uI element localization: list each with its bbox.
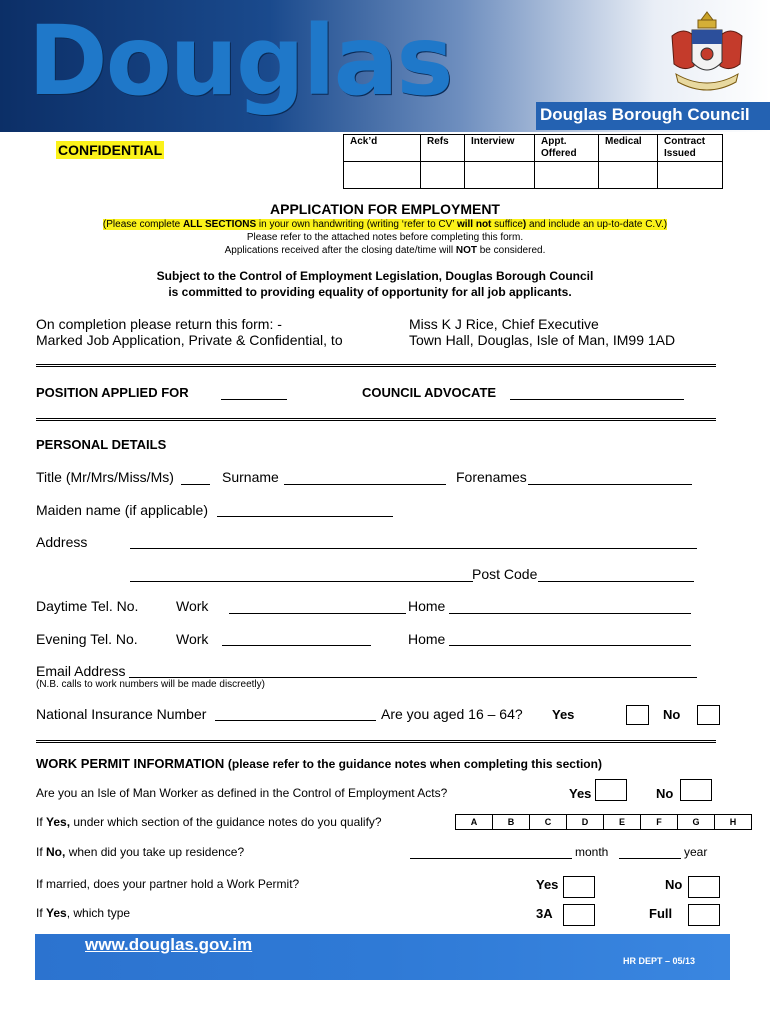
instructions-line-3 xyxy=(0,245,770,257)
age-yes-label: Yes xyxy=(552,707,575,722)
q5-text-b: Yes xyxy=(46,906,67,920)
instr3-text-b: NOT xyxy=(455,245,477,256)
office-col-interview: Interview xyxy=(465,135,535,162)
evening-work-field[interactable] xyxy=(222,645,371,646)
permit-full-checkbox[interactable] xyxy=(688,904,720,926)
iom-worker-yes-checkbox[interactable] xyxy=(595,779,627,801)
q2-text-c: under which section of the guidance notes do you qualify? xyxy=(70,815,382,829)
surname-label: Surname xyxy=(222,469,279,485)
office-cell-contract-issued[interactable] xyxy=(658,162,723,189)
office-cell-medical[interactable] xyxy=(599,162,658,189)
title-field[interactable] xyxy=(181,484,210,485)
iom-worker-yes-label: Yes xyxy=(569,786,592,801)
ni-number-field[interactable] xyxy=(215,720,376,721)
divider xyxy=(36,740,716,743)
partner-no-label: No xyxy=(665,877,683,892)
instr-text-e: suffice xyxy=(491,219,523,230)
age-no-label: No xyxy=(663,707,681,722)
q2-text-a: If xyxy=(36,815,47,829)
instr-text-g: and include an up-to-date C.V.) xyxy=(526,219,668,230)
residence-month-field[interactable] xyxy=(410,858,572,859)
email-note: (N.B. calls to work numbers will be made discreetly) xyxy=(36,679,265,690)
office-use-table xyxy=(343,134,723,189)
evening-work-label: Work xyxy=(176,631,209,647)
subject-line-2: is committed to providing equality of opportunity for all job applicants. xyxy=(168,285,572,299)
section-option-g[interactable]: G xyxy=(678,815,715,830)
instructions-line-1 xyxy=(0,219,770,231)
postcode-label: Post Code xyxy=(472,566,538,582)
daytime-home-label: Home xyxy=(408,598,446,614)
permit-full-label: Full xyxy=(649,906,673,921)
return-instruction-1: On completion please return this form: - xyxy=(36,316,282,332)
month-label: month xyxy=(575,845,609,859)
iom-worker-question: Are you an Isle of Man Worker as defined in the Control of Employment Acts? xyxy=(36,786,448,800)
section-option-e[interactable]: E xyxy=(604,815,641,830)
age-no-checkbox[interactable] xyxy=(697,705,720,725)
permit-3a-label: 3A xyxy=(536,906,553,921)
evening-home-label: Home xyxy=(408,631,446,647)
section-option-h[interactable]: H xyxy=(715,815,752,830)
iom-worker-no-checkbox[interactable] xyxy=(680,779,712,801)
personal-details-heading: PERSONAL DETAILS xyxy=(36,437,167,452)
address-field-line-2[interactable] xyxy=(130,581,473,582)
email-field[interactable] xyxy=(129,677,697,678)
borough-crest-icon xyxy=(664,6,750,98)
instr-text-a: (Please complete xyxy=(102,219,183,230)
title-label: Title (Mr/Mrs/Miss/Ms) xyxy=(36,469,174,485)
confidential-label: CONFIDENTIAL xyxy=(58,142,163,158)
divider xyxy=(36,418,716,421)
section-option-b[interactable]: B xyxy=(493,815,530,830)
q3-text-c: when did you take up residence? xyxy=(65,845,245,859)
position-applied-label: POSITION APPLIED FOR xyxy=(36,385,189,400)
section-option-a[interactable]: A xyxy=(456,815,493,830)
qualify-section-question xyxy=(36,815,382,829)
work-permit-heading-text: WORK PERMIT INFORMATION xyxy=(36,756,225,771)
section-option-c[interactable]: C xyxy=(530,815,567,830)
q5-text-a: If xyxy=(36,906,47,920)
postcode-field[interactable] xyxy=(538,581,694,582)
forenames-field[interactable] xyxy=(528,484,692,485)
address-field-line-1[interactable] xyxy=(130,548,697,549)
hr-dept-code: HR DEPT – 05/13 xyxy=(623,956,696,966)
qualify-section-options xyxy=(455,814,752,830)
office-col-appt-offered: Appt. Offered xyxy=(535,135,599,162)
q5-text-c: , which type xyxy=(66,906,131,920)
age-question: Are you aged 16 – 64? xyxy=(381,706,523,722)
evening-home-field[interactable] xyxy=(449,645,691,646)
office-col-medical: Medical xyxy=(599,135,658,162)
instr-text-d: will not xyxy=(456,219,492,230)
return-address-1: Miss K J Rice, Chief Executive xyxy=(409,316,599,332)
office-cell-refs[interactable] xyxy=(421,162,465,189)
subject-line-1: Subject to the Control of Employment Legislation, Douglas Borough Council xyxy=(156,269,594,283)
office-cell-appt-offered[interactable] xyxy=(535,162,599,189)
divider xyxy=(36,364,716,367)
evening-tel-label: Evening Tel. No. xyxy=(36,631,138,647)
section-option-d[interactable]: D xyxy=(567,815,604,830)
daytime-home-field[interactable] xyxy=(449,613,691,614)
forenames-label: Forenames xyxy=(456,469,527,485)
office-col-contract-issued: Contract Issued xyxy=(658,135,723,162)
permit-type-question xyxy=(36,906,130,920)
partner-no-checkbox[interactable] xyxy=(688,876,720,898)
surname-field[interactable] xyxy=(284,484,446,485)
instr-text-f: ) xyxy=(522,219,527,230)
q3-text-a: If xyxy=(36,845,47,859)
instr-text-c: in your own handwriting (writing ‘refer to CV’ xyxy=(256,219,457,230)
maiden-name-label: Maiden name (if applicable) xyxy=(36,502,208,518)
instructions-line-2: Please refer to the attached notes before completing this form. xyxy=(246,232,524,243)
office-cell-ackd[interactable] xyxy=(344,162,421,189)
brand-logo-word: Douglas xyxy=(28,5,452,117)
daytime-tel-label: Daytime Tel. No. xyxy=(36,598,139,614)
q2-text-b: Yes, xyxy=(46,815,71,829)
daytime-work-field[interactable] xyxy=(229,613,406,614)
office-col-ackd: Ack’d xyxy=(344,135,421,162)
email-label: Email Address xyxy=(36,663,126,679)
return-address-2: Town Hall, Douglas, Isle of Man, IM99 1AD xyxy=(409,332,676,348)
work-permit-heading-note: (please refer to the guidance notes when completing this section) xyxy=(227,757,602,771)
iom-worker-no-label: No xyxy=(656,786,674,801)
residence-question xyxy=(36,845,244,859)
permit-3a-checkbox[interactable] xyxy=(563,904,595,926)
year-label: year xyxy=(684,845,708,859)
instr3-text-a: Applications received after the closing date/time will xyxy=(224,245,456,256)
section-option-f[interactable]: F xyxy=(641,815,678,830)
partner-permit-question: If married, does your partner hold a Work Permit? xyxy=(36,877,300,891)
maiden-name-field[interactable] xyxy=(217,516,393,517)
office-cell-interview[interactable] xyxy=(465,162,535,189)
residence-year-field[interactable] xyxy=(619,858,681,859)
council-advocate-field[interactable] xyxy=(510,399,684,400)
instr3-text-c: be considered. xyxy=(476,245,546,256)
page-title: APPLICATION FOR EMPLOYMENT xyxy=(270,201,500,217)
office-col-refs: Refs xyxy=(421,135,465,162)
ni-number-label: National Insurance Number xyxy=(36,706,207,722)
position-applied-field[interactable] xyxy=(221,399,287,400)
return-instruction-2: Marked Job Application, Private & Confidential, to xyxy=(36,332,343,348)
address-label: Address xyxy=(36,534,88,550)
council-name: Douglas Borough Council xyxy=(540,105,750,124)
q3-text-b: No, xyxy=(46,845,66,859)
age-yes-checkbox[interactable] xyxy=(626,705,649,725)
daytime-work-label: Work xyxy=(176,598,209,614)
website-link[interactable]: www.douglas.gov.im xyxy=(85,935,253,954)
council-advocate-label: COUNCIL ADVOCATE xyxy=(362,385,497,400)
work-permit-heading xyxy=(36,756,602,772)
instr-text-b: ALL SECTIONS xyxy=(182,219,257,230)
partner-yes-label: Yes xyxy=(536,877,559,892)
partner-yes-checkbox[interactable] xyxy=(563,876,595,898)
